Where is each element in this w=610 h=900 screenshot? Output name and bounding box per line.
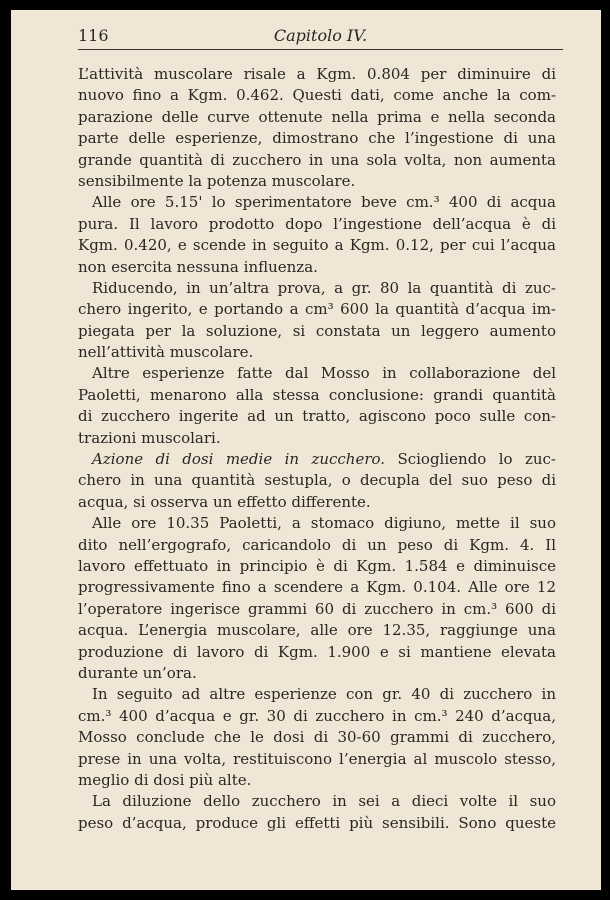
text-line: parte delle esperienze, dimostrano che l’ingestione di una <box>78 129 556 148</box>
text-line: Riducendo, in un’altra prova, a gr. 80 la quantità di zuc- <box>92 278 556 297</box>
page-header <box>78 21 563 50</box>
text-line-with-heading <box>78 449 556 470</box>
text-line: grande quantità di zucchero in una sola volta, non aumenta <box>78 150 556 169</box>
text-line: chero in una quantità sestupla, o decupla del suo peso di <box>78 471 556 490</box>
text-line: acqua, si osserva un effetto differente. <box>78 492 371 511</box>
text-line: di zucchero ingerite ad un tratto, agiscono poco sulle con- <box>78 407 556 426</box>
text-line: prese in una volta, restituiscono l’energia al muscolo stesso, <box>78 749 556 768</box>
text-line: dito nell’ergografo, caricandolo di un peso di Kgm. 4. Il <box>78 535 556 554</box>
text-line: sensibilmente la potenza muscolare. <box>78 171 356 190</box>
text-line: Altre esperienze fatte dal Mosso in collaborazione del <box>92 364 556 383</box>
text-line: produzione di lavoro di Kgm. 1.900 e si mantiene elevata <box>78 642 556 661</box>
text-line: l’operatore ingerisce grammi 60 di zucchero in cm.³ 600 di <box>78 599 556 618</box>
book-page <box>11 10 601 890</box>
text-line: chero ingerito, e portando a cm³ 600 la quantità d’acqua im- <box>78 300 556 319</box>
text-line: In seguito ad altre esperienze con gr. 40 di zucchero in <box>92 685 556 704</box>
text-line-rest: Sciogliendo lo zuc- <box>397 450 556 469</box>
text-line: parazione delle curve ottenute nella prima e nella seconda <box>78 107 556 126</box>
text-line: Mosso conclude che le dosi di 30-60 grammi di zucchero, <box>78 728 556 747</box>
text-line: La diluzione dello zucchero in sei a dieci volte il suo <box>92 792 556 811</box>
text-line: Alle ore 5.15' lo sperimentatore beve cm.³ 400 di acqua <box>92 193 556 212</box>
text-line: nell’attività muscolare. <box>78 343 254 362</box>
text-line: lavoro effettuato in principio è di Kgm. 1.584 e diminuisce <box>78 556 556 575</box>
text-line: trazioni muscolari. <box>78 428 221 447</box>
chapter-title: Capitolo IV. <box>273 26 368 45</box>
italic-heading: Azione di dosi medie in zucchero. <box>92 450 386 469</box>
text-line: non esercita nessuna influenza. <box>78 257 318 276</box>
text-line: cm.³ 400 d’acqua e gr. 30 di zucchero in cm.³ 240 d’acqua, <box>78 706 556 725</box>
text-line: Alle ore 10.35 Paoletti, a stomaco digiuno, mette il suo <box>92 514 556 533</box>
text-line: progressivamente fino a scendere a Kgm. 0.104. Alle ore 12 <box>78 578 556 597</box>
text-line: Kgm. 0.420, e scende in seguito a Kgm. 0.12, per cui l’acqua <box>78 236 556 255</box>
text-line: acqua. L’energia muscolare, alle ore 12.35, raggiunge una <box>78 621 556 640</box>
text-line: peso d’acqua, produce gli effetti più sensibili. Sono queste <box>78 813 556 832</box>
text-line: pura. Il lavoro prodotto dopo l’ingestione dell’acqua è di <box>78 214 556 233</box>
text-line: piegata per la soluzione, si constata un leggero aumento <box>78 321 556 340</box>
text-line: durante un’ora. <box>78 663 197 682</box>
text-line: L’attività muscolare risale a Kgm. 0.804 per diminuire di <box>78 65 556 83</box>
page-number: 116 <box>78 26 109 45</box>
text-line: nuovo fino a Kgm. 0.462. Questi dati, come anche la com- <box>78 86 556 105</box>
text-line: meglio di dosi più alte. <box>78 770 252 789</box>
text-line: Paoletti, menarono alla stessa conclusione: grandi quantità <box>78 385 556 404</box>
body-text <box>78 64 556 834</box>
